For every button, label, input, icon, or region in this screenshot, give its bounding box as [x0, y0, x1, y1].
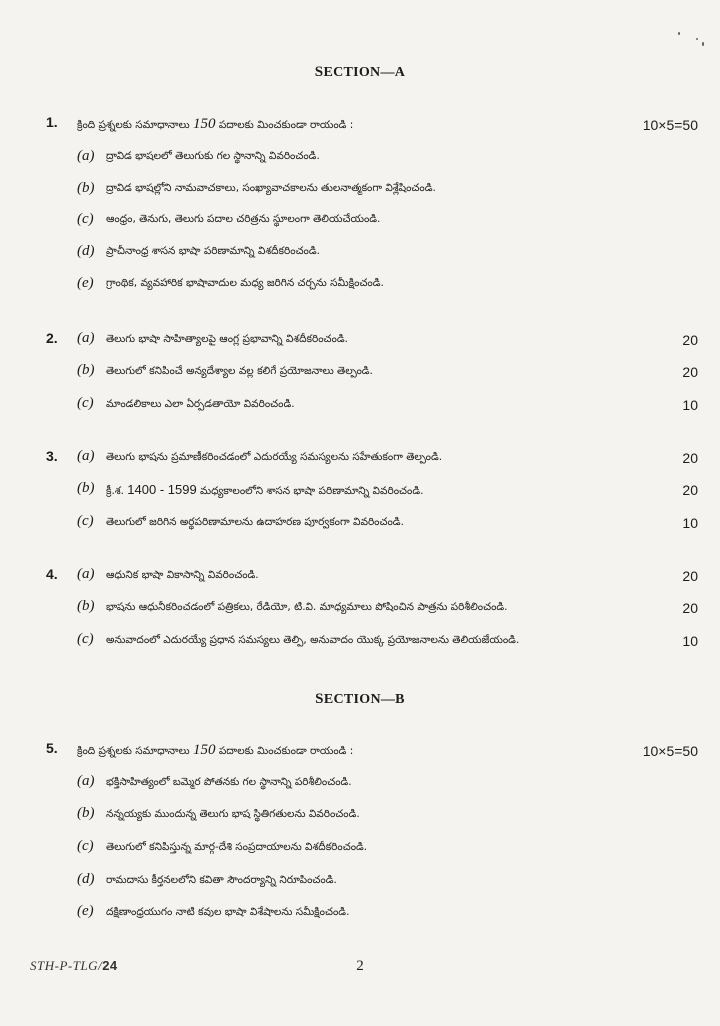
scan-specks	[676, 28, 706, 48]
q5-e-label: (e)	[77, 903, 94, 919]
q2-a-text: తెలుగు భాషా సాహిత్యాలపై ఆంగ్ల ప్రభావాన్ని విశదీకరించండి.	[106, 333, 348, 345]
q2-a-marks: 20	[682, 332, 698, 348]
q1-e-text: గ్రాంథిక, వ్యవహారిక భాషావాదుల మధ్య జరిగిన చర్చను సమీక్షించండి.	[106, 277, 384, 289]
q4-a-text: ఆధునిక భాషా వికాసాన్ని వివరించండి.	[106, 569, 259, 581]
q1-e-label: (e)	[77, 275, 94, 291]
section-b-title: SECTION—B	[315, 691, 405, 707]
q5-a-text: భక్తిసాహిత్యంలో బమ్మెర పోతనకు గల స్థానాన్ని పరిశీలించండి.	[106, 776, 352, 788]
q1-c-text: ఆంధ్రం, తెనుగు, తెలుగు పదాల చరిత్రను స్థూలంగా తెలియచేయండి.	[106, 213, 381, 225]
q3-c-label: (c)	[77, 513, 94, 529]
q2-b-marks: 20	[682, 364, 698, 380]
q5-c-text: తెలుగులో కనిపిస్తున్న మార్గ-దేశి సంప్రదాయాలను విశదీకరించండి.	[106, 841, 368, 853]
q5-b-label: (b)	[77, 805, 95, 821]
q3-c-marks: 10	[682, 515, 698, 531]
q2-b-text: తెలుగులో కనిపించే అన్యదేశ్యాల వల్ల కలిగే ప్రయోజనాలు తెల్పండి.	[106, 365, 373, 377]
q1-b-label: (b)	[77, 180, 95, 196]
question-1-number: 1.	[46, 114, 58, 130]
section-a-title: SECTION—A	[314, 64, 406, 80]
q1-c-label: (c)	[77, 211, 94, 227]
q3-b-marks: 20	[682, 482, 698, 498]
q1-a-text: ద్రావిడ భాషలలో తెలుగుకు గల స్థానాన్ని వివరించండి.	[106, 150, 320, 162]
q4-c-text: అనువాదంలో ఎదురయ్యే ప్రధాన సమస్యలు తెల్పి, అనువాదం యొక్క ప్రయోజనాలను తెలియజేయండి.	[106, 634, 520, 646]
question-1-instruction: క్రింది ప్రశ్నలకు సమాధానాలు 150 పదాలకు మించకుండా రాయండి :	[77, 116, 354, 132]
question-5-instruction: క్రింది ప్రశ్నలకు సమాధానాలు 150 పదాలకు మించకుండా రాయండి :	[77, 742, 354, 758]
question-5-number: 5.	[46, 740, 58, 756]
q5-b-text: నన్నయ్యకు ముందున్న తెలుగు భాష స్థితిగతులను వివరించండి.	[106, 808, 360, 820]
q4-b-text: భాషను ఆధునీకరించడంలో పత్రికలు, రేడియో, టి.వి. మాధ్యమాలు పోషించిన పాత్రను పరిశీలించండి.	[106, 601, 508, 613]
question-1-marks: 10×5=50	[642, 117, 698, 133]
q2-c-marks: 10	[682, 397, 698, 413]
q4-b-marks: 20	[682, 600, 698, 616]
q4-b-label: (b)	[77, 598, 95, 614]
q2-b-label: (b)	[77, 362, 95, 378]
q5-d-text: రామదాసు కీర్తనలలోని కవితా సౌందర్యాన్ని నిరూపించండి.	[106, 874, 337, 886]
question-5-marks: 10×5=50	[642, 743, 698, 759]
q3-a-text: తెలుగు భాషను ప్రమాణీకరించడంలో ఎదురయ్యే సమస్యలను సహేతుకంగా తెల్పండి.	[106, 451, 443, 463]
q2-c-label: (c)	[77, 395, 94, 411]
q3-c-text: తెలుగులో జరిగిన అర్థపరిణామాలను ఉదాహరణ పూర్వకంగా వివరించండి.	[106, 516, 404, 528]
question-2-number: 2.	[46, 330, 58, 346]
q3-b-text: క్రీ.శ. 1400 - 1599 మధ్యకాలంలోని శాసన భాషా పరిణామాన్ని వివరించండి.	[106, 482, 424, 497]
q1-a-label: (a)	[77, 148, 95, 164]
q2-a-label: (a)	[77, 330, 95, 346]
q1-d-label: (d)	[77, 243, 95, 259]
q1-b-text: ద్రావిడ భాషల్లోని నామవాచకాలు, సంఖ్యావాచకాలను తులనాత్మకంగా విశ్లేషించండి.	[106, 182, 436, 194]
q3-b-label: (b)	[77, 480, 95, 496]
q5-a-label: (a)	[77, 773, 95, 789]
q5-d-label: (d)	[77, 871, 95, 887]
question-3-number: 3.	[46, 448, 58, 464]
q5-c-label: (c)	[77, 838, 94, 854]
q4-c-marks: 10	[682, 633, 698, 649]
paper-code: STH-P-TLG/24	[30, 958, 118, 973]
q4-a-marks: 20	[682, 568, 698, 584]
q3-a-marks: 20	[682, 450, 698, 466]
q2-c-text: మాండలికాలు ఎలా ఏర్పడతాయో వివరించండి.	[106, 398, 295, 410]
page-number: 2	[356, 958, 364, 974]
q4-c-label: (c)	[77, 631, 94, 647]
q4-a-label: (a)	[77, 566, 95, 582]
q1-d-text: ప్రాచీనాంధ్ర శాసన భాషా పరిణామాన్ని విశదీకరించండి.	[106, 245, 320, 257]
q5-e-text: దక్షిణాంధ్రయుగం నాటి కవుల భాషా విశేషాలను సమీక్షించండి.	[106, 906, 350, 918]
q3-a-label: (a)	[77, 448, 95, 464]
question-4-number: 4.	[46, 566, 58, 582]
